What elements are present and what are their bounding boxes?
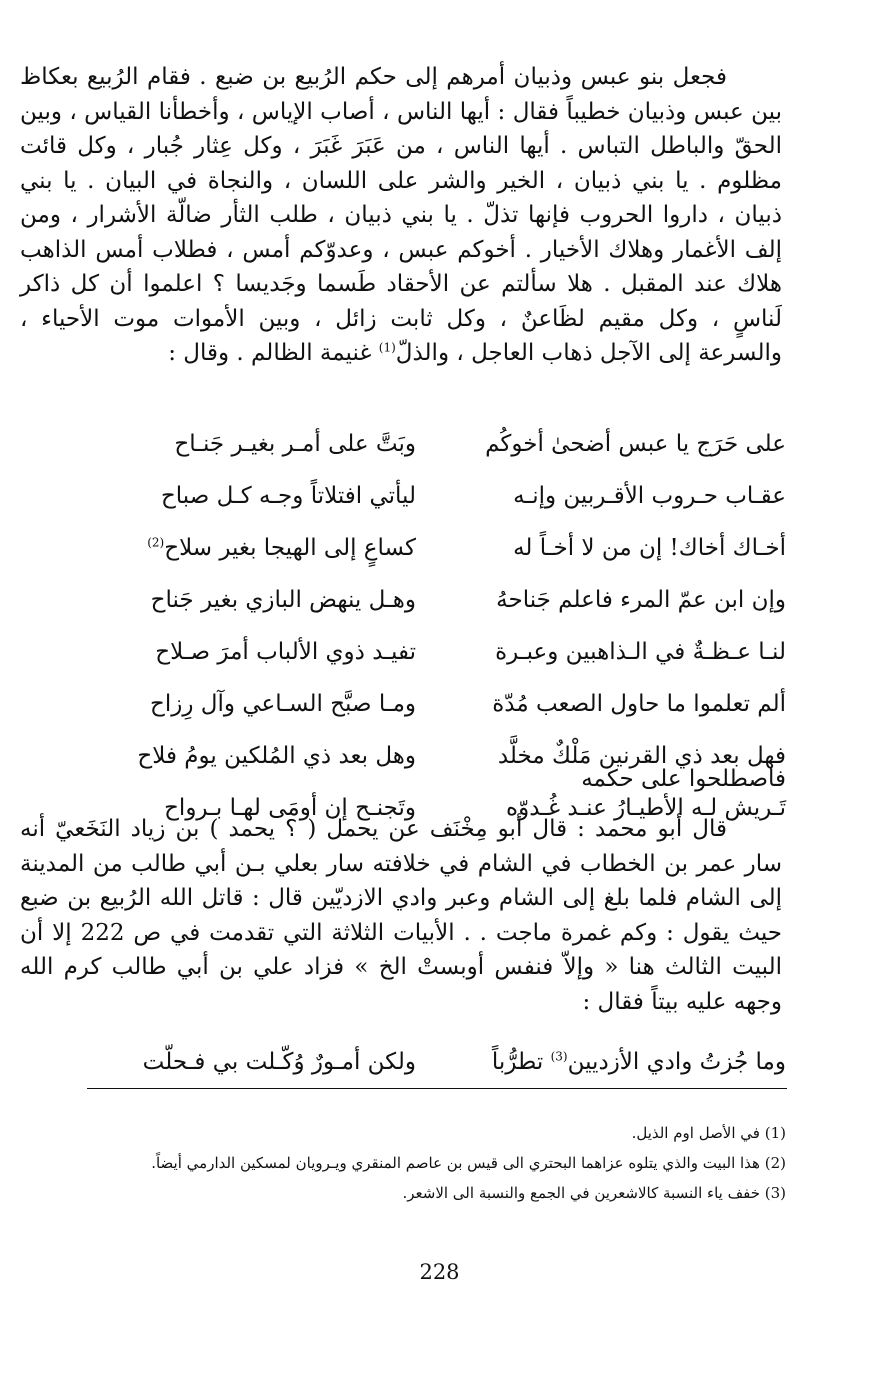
footnote-divider (87, 1088, 787, 1089)
verse-second-hemistich: تفيـد ذوي الألباب أمرَ صـلاح (155, 639, 416, 665)
verse-line (96, 522, 786, 574)
verse-second-hemistich: وتَجنـح إن أومَى لهـا بـرواح (164, 795, 416, 821)
verse-first-hemistich: لنـا عـظـةٌ في الـذاهبين وعبـرة (495, 639, 786, 665)
verse-second-hemistich: وبَتَّ على أمـر بغيـر جَنـاح (174, 431, 416, 457)
verse-line (96, 626, 786, 678)
verse-first-hemistich: وإن ابن عمّ المرء فاعلم جَناحهُ (496, 587, 786, 613)
footnote: (2) هذا البيت والذي يتلوه عزاهما البحتري الى قيس بن عاصم المنقري ويـرويان لمسكين الدارمي أيضاً. (151, 1154, 786, 1172)
footnote: (3) خفف ياء النسبة كالاشعرين في الجمع والنسبة الى الاشعر. (402, 1184, 786, 1202)
verse-first-hemistich: عقـاب حـروب الأقـربين وإنـه (513, 483, 786, 509)
footnote: (1) في الأصل اوم الذيل. (631, 1124, 786, 1142)
poem-ali (96, 1036, 786, 1088)
subheading: فاصطلحوا على حكمه (581, 766, 786, 792)
paragraph-text-end: غنيمة الظالم . وقال : (168, 340, 379, 366)
verse-first-hemistich: تَـريش لـه الأطيـارُ عنـد غُـدوّه (506, 795, 786, 821)
verse-second-hemistich: ولكن أمـورٌ وُكّـلت بي فـحلّت (142, 1049, 416, 1075)
verse-first-hemistich: فهل بعد ذي القرنين مَلْكٌ مخلَّد (497, 743, 786, 769)
footnote-mark: (3) (550, 1049, 568, 1064)
paragraph-rabi-speech (20, 60, 782, 371)
paragraph-text: فجعل بنو عبس وذبيان أمرهم إلى حكم الرُبيع بن ضبع . فقام الرُبيع بعكاظ بين عبس وذبيان خطيباً فقال : أيها الناس ، أصاب الإياس ، وأخطأنا القياس ، وبين الحقّ والباطل التباس . أيها الناس ، من عَبَرَ غَبَرَ ، وكل عِثار جُبار ، وكل قائت مظلوم . يا بني ذبيان ، الخير والشر على اللسان ، والنجاة في البيان . يا بني ذبيان ، داروا الحروب فإنها تذلّ . يا بني ذبيان ، طلب الثأر ضالّة الأشرار ، ومن إلف الأغمار وهلاك الأخيار . أخوكم عبس ، وعدوّكم أمس ، فطلاب أمس الذاهب هلاك عند المقبل . هلا سألتم عن الأحقاد طَسما وجَديسا ؟ اعلموا أن كل ذاكر لَناسٍ ، وكل مقيم لظَاعنٌ ، وكل ثابت زائل ، وبين الأموات موت الأحياء ، والسرعة إلى الآجل ذهاب العاجل ، والذلّ (20, 64, 782, 366)
verse-second-hemistich: وهل بعد ذي المُلكين يومُ فلاح (137, 743, 416, 769)
verse-first-hemistich (466, 1049, 786, 1075)
verse-line (96, 574, 786, 626)
verse-first-hemistich: أخـاك أخاك! إن من لا أخـاً له (513, 535, 786, 561)
hemistich-text-end: تطرُّباً (491, 1049, 551, 1075)
hemistich-text: كساعٍ إلى الهيجا بغير سلاح (164, 535, 416, 561)
verse-second-hemistich: وهـل ينهض البازي بغير جَناح (150, 587, 416, 613)
footnote-mark: (1) (378, 340, 396, 355)
verse-line (96, 418, 786, 470)
verse-line (96, 1036, 786, 1088)
page-number: 228 (419, 1260, 460, 1284)
verse-second-hemistich: ليأتي افتلاتاً وجـه كـل صباح (160, 483, 416, 509)
verse-second-hemistich: ومـا صبَّح السـاعي وآل رِزاح (150, 691, 416, 717)
verse-second-hemistich (96, 535, 416, 561)
footnotes (40, 1118, 786, 1208)
verse-line (96, 470, 786, 522)
paragraph-abu-muhammad: قال أبو محمد : قال أبو مِخْنَف عن يحمل ( ؟ يحمد ) بن زياد النَخَعيّ أنه سار عمر بن الخطاب في الشام في خلافته سار بعلي بـن أبي طالب من المدينة إلى الشام فلما بلغ إلى الشام وعبر وادي الازديّين قال : قاتل الله الرُبيع بن ضبع حيث يقول : وكم غمرة ماجت . . الأبيات الثلاثة التي تقدمت في ص 222 إلا أن البيت الثالث هنا « وإلاّ فنفس أوبستْ الخ » فزاد علي بن أبي طالب كرم الله وجهه عليه بيتاً فقال : (20, 816, 782, 1015)
verse-first-hemistich: على حَرَج يا عبس أضحىٰ أخوكُم (485, 431, 786, 457)
verse-line (96, 678, 786, 730)
footnote-mark: (2) (147, 535, 165, 550)
hemistich-text: وما جُزتُ وادي الأزديين (567, 1049, 786, 1075)
verse-first-hemistich: ألم تعلموا ما حاول الصعب مُدّة (492, 691, 786, 717)
